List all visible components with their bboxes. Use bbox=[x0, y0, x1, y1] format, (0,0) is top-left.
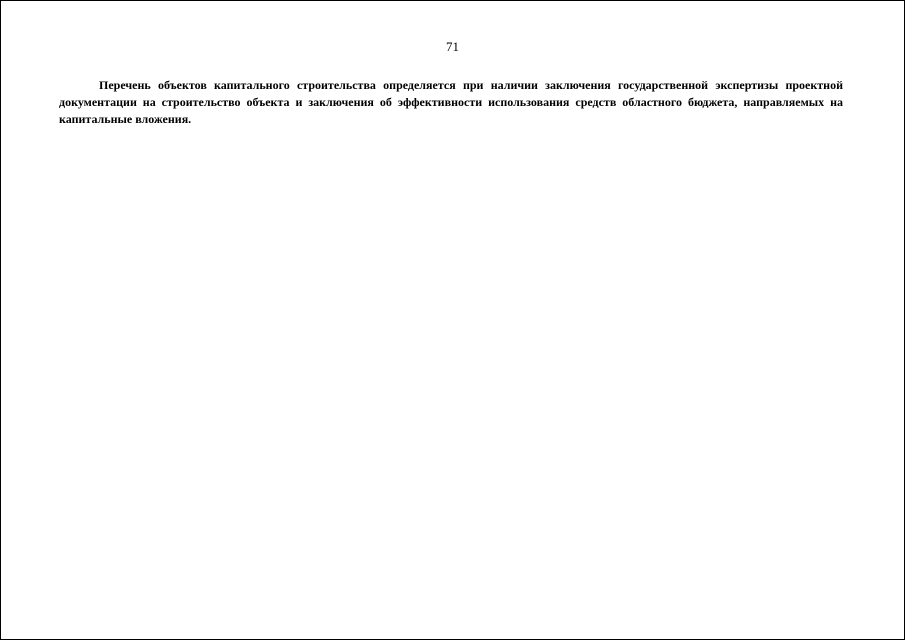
page-number: 71 bbox=[446, 39, 459, 54]
body-paragraph: Перечень объектов капитального строительства определяется при наличии заключения государственной экспертизы проектной документации на строительство объекта и заключения об эффективности использования средств областного бюджета, направляемых на капитальные вложения. bbox=[59, 78, 843, 126]
